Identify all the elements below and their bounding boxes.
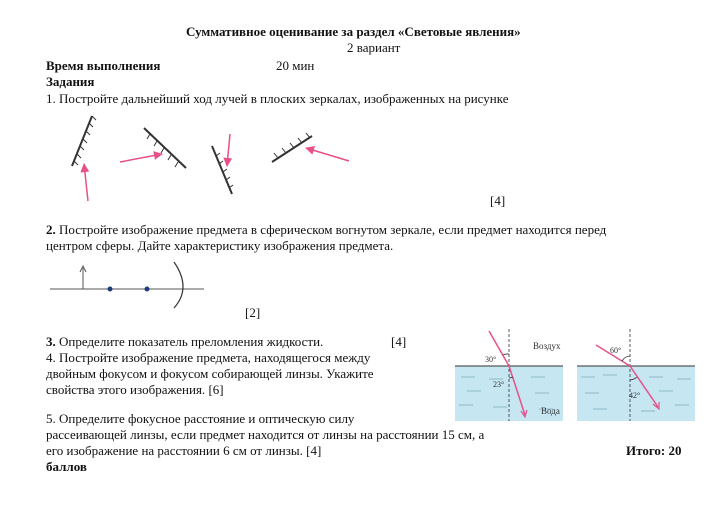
center-point bbox=[145, 287, 150, 292]
refraction-right bbox=[577, 329, 695, 421]
task5-line2: рассеивающей линзы, если предмет находится от линзы на расстоянии 15 см, а bbox=[46, 427, 485, 442]
ray-3 bbox=[227, 134, 230, 166]
time-label: Время выполнения bbox=[46, 58, 161, 73]
task5-line4: баллов bbox=[46, 459, 87, 474]
angle-out-right: 42° bbox=[629, 391, 641, 400]
ray-2 bbox=[120, 154, 162, 162]
water-label: Вода bbox=[541, 406, 560, 416]
plane-mirrors-figure bbox=[44, 106, 364, 206]
task2-line2: центром сферы. Дайте характеристику изображения предмета. bbox=[46, 238, 394, 253]
task3-text: 3. Определите показатель преломления жидкости. bbox=[46, 334, 324, 349]
refraction-figure bbox=[453, 325, 698, 425]
total-score: Итого: 20 bbox=[626, 443, 682, 458]
task4-line3: свойства этого изображения. [6] bbox=[46, 382, 224, 397]
task2-line1: 2. Постройте изображение предмета в сферическом вогнутом зеркале, если предмет находится перед bbox=[46, 222, 607, 237]
air-label: Воздух bbox=[533, 341, 561, 351]
mirror-4 bbox=[272, 133, 312, 162]
task1-text: 1. Постройте дальнейший ход лучей в плоских зеркалах, изображенных на рисунке bbox=[46, 91, 509, 106]
angle-in-left: 30° bbox=[485, 355, 497, 364]
variant-label: 2 вариант bbox=[347, 40, 401, 55]
task4-line2: двойным фокусом и фокусом собирающей линзы. Укажите bbox=[46, 366, 374, 381]
angle-out-left: 23° bbox=[493, 380, 505, 389]
time-value: 20 мин bbox=[276, 58, 315, 73]
page-title: Суммативное оценивание за раздел «Световые явления» bbox=[186, 24, 521, 39]
task5-line3: его изображение на расстоянии 6 см от линзы. [4] bbox=[46, 443, 322, 458]
angle-in-right: 60° bbox=[610, 346, 622, 355]
focus-point bbox=[108, 287, 113, 292]
mirror-3 bbox=[212, 146, 233, 194]
ray-4 bbox=[306, 148, 349, 161]
ray-1 bbox=[84, 164, 88, 201]
task1-score: [4] bbox=[490, 193, 506, 208]
concave-mirror-figure bbox=[46, 258, 216, 310]
tasks-heading: Задания bbox=[46, 74, 95, 89]
task3-score: [4] bbox=[391, 334, 407, 349]
mirror-1 bbox=[72, 116, 96, 166]
task2-score: [2] bbox=[245, 305, 261, 320]
mirror-2 bbox=[144, 128, 186, 168]
task4-line1: 4. Постройте изображение предмета, находящегося между bbox=[46, 350, 371, 365]
task5-line1: 5. Определите фокусное расстояние и оптическую силу bbox=[46, 411, 355, 426]
concave-mirror bbox=[174, 262, 183, 308]
